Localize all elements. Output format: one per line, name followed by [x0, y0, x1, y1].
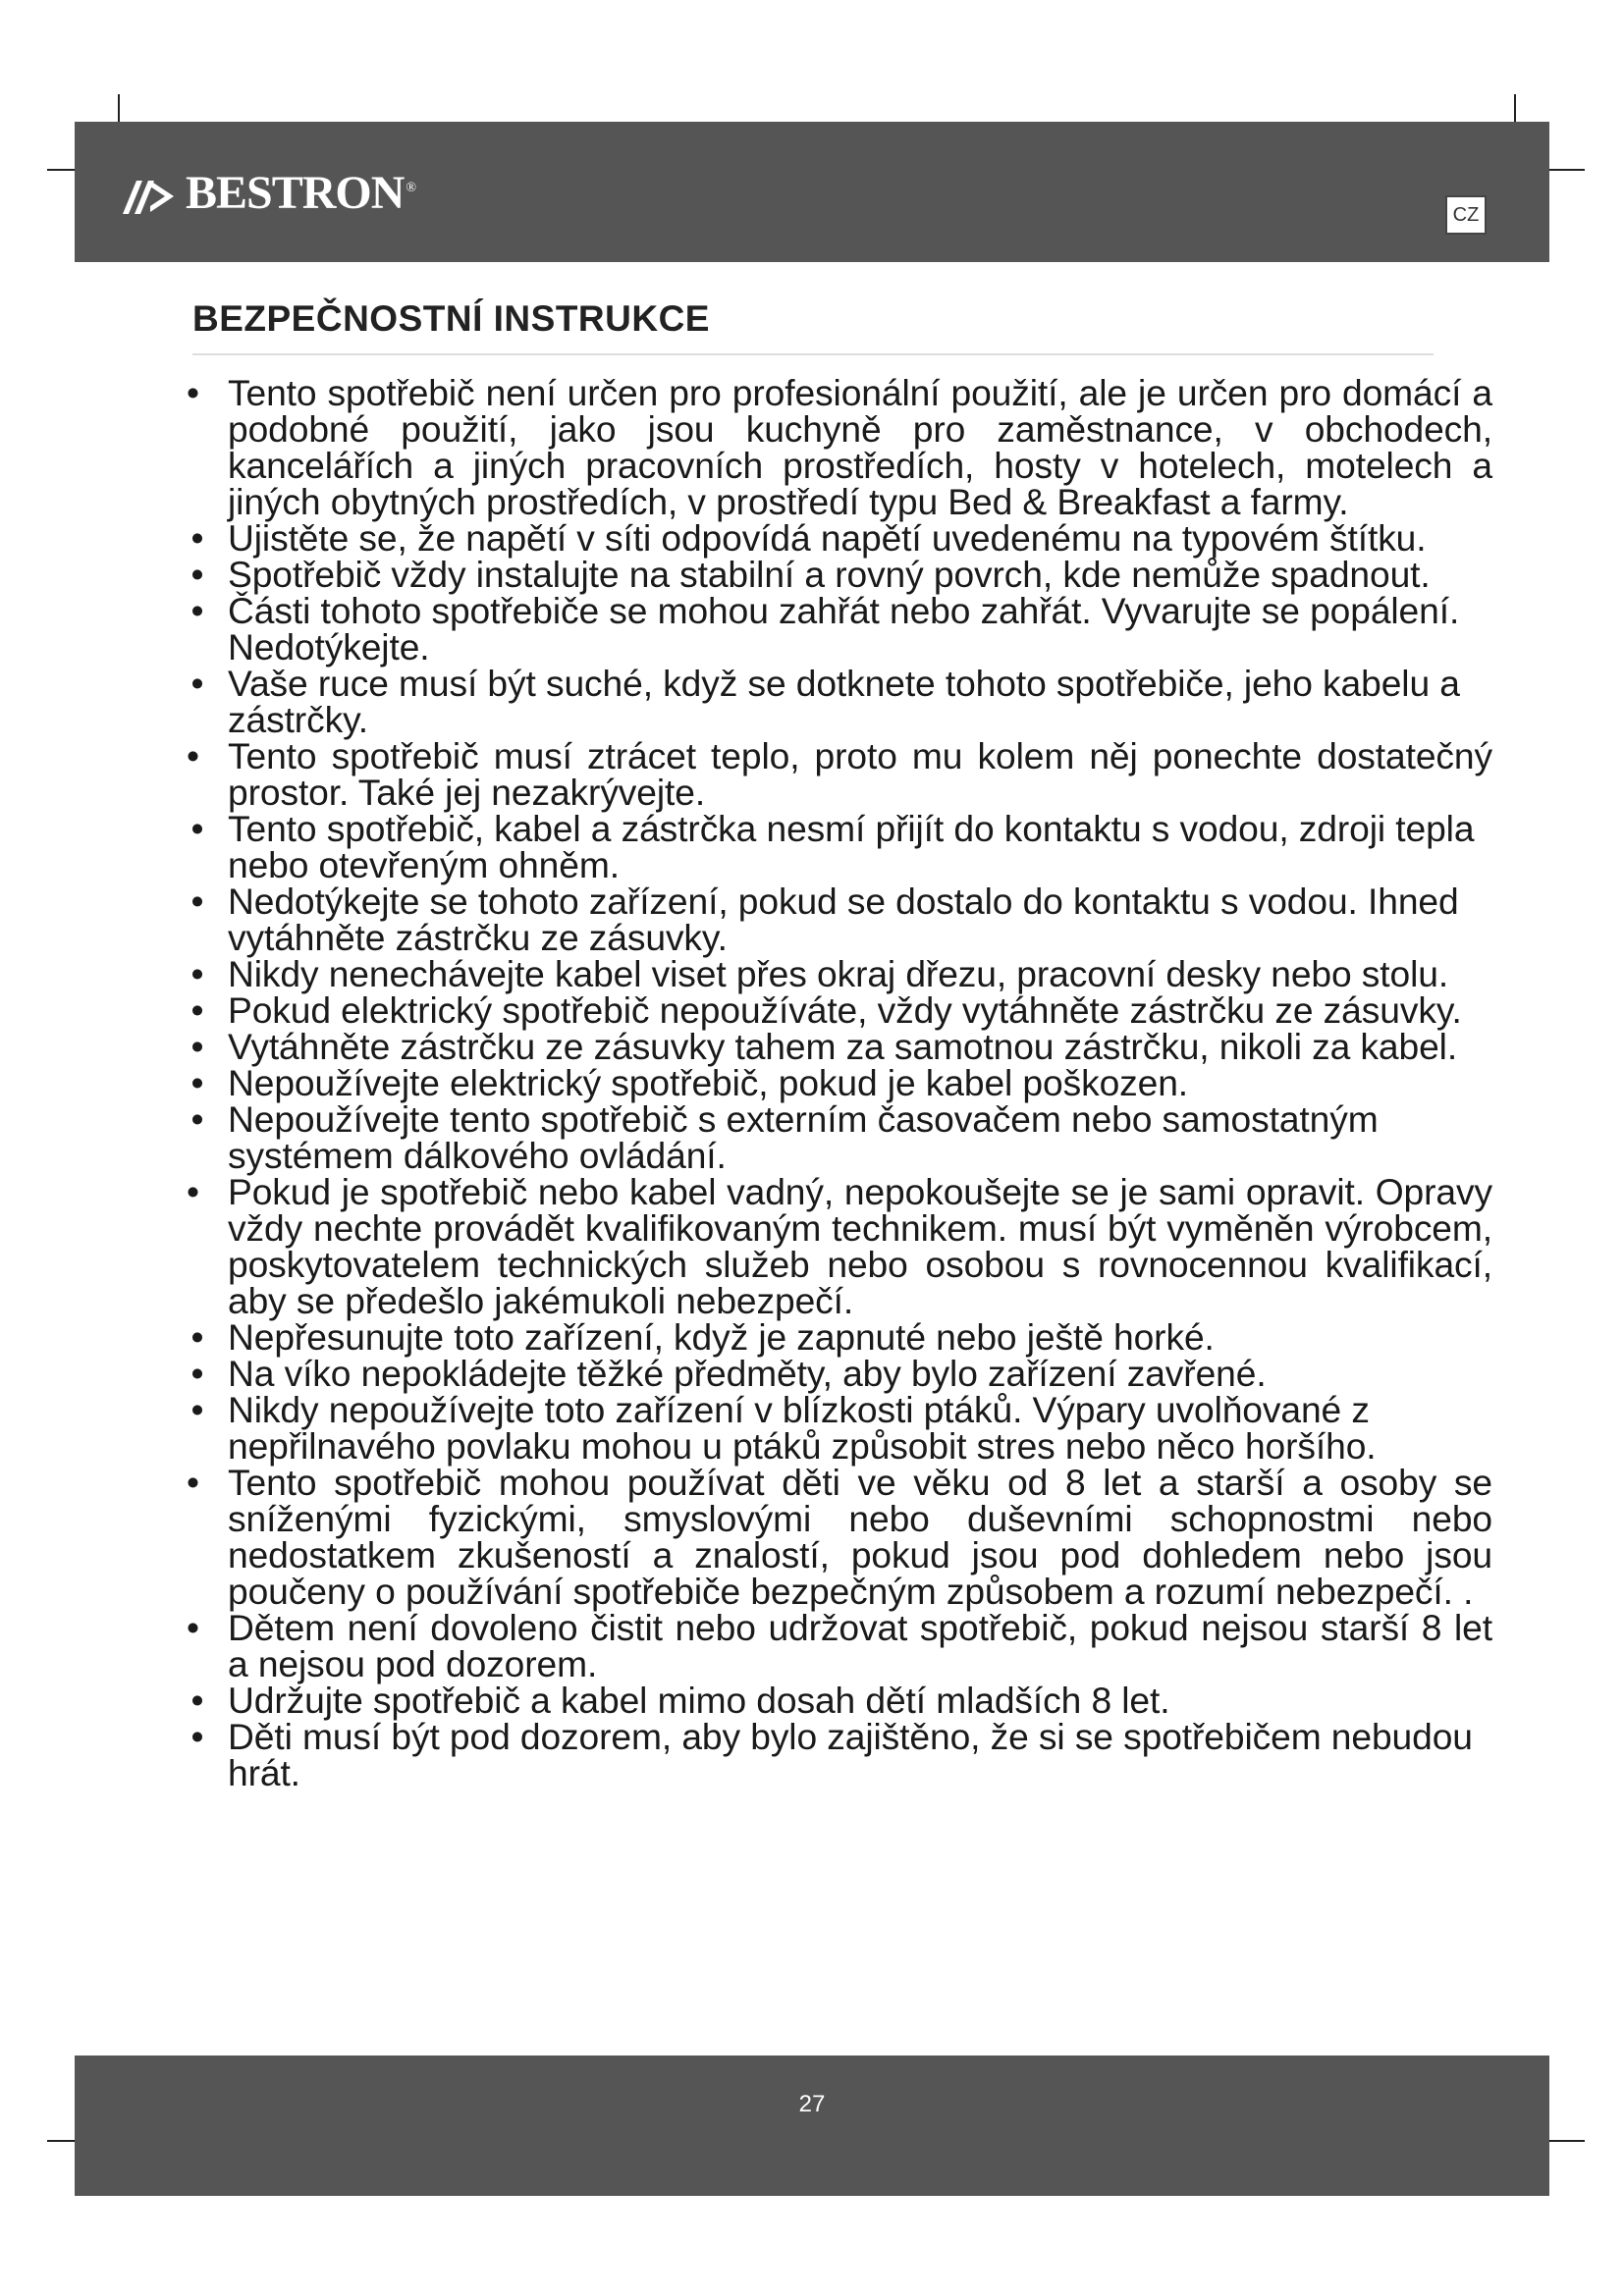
list-item: • Nepřesunujte toto zařízení, když je zapnuté nebo ještě horké.: [190, 1316, 1215, 1358]
list-item: • Spotřebič vždy instalujte na stabilní a rovný povrch, kde nemůže spadnout.: [190, 554, 1431, 595]
list-item: • Pokud elektrický spotřebič nepoužíváte, vždy vytáhněte zástrčku ze zásuvky.: [190, 989, 1462, 1031]
title-divider: [192, 353, 1434, 355]
list-item: • Nikdy nepoužívejte toto zařízení v blízkosti ptáků. Výpary uvolňované z nepřilnavého povlaku mohou u ptáků způsobit stres nebo něco horšího.: [190, 1389, 1377, 1467]
list-item: • Vytáhněte zástrčku ze zásuvky tahem za samotnou zástrčku, nikoli za kabel.: [190, 1026, 1458, 1067]
list-item: • Dětem není dovoleno čistit nebo udržovat spotřebič, pokud nejsou starší 8 let a nejsou pod dozorem.: [187, 1607, 1492, 1684]
page-number: 27: [798, 2091, 826, 2117]
safety-instructions-list: [187, 372, 1492, 1793]
brand-logo: [121, 167, 416, 219]
list-item: • Ujistěte se, že napětí v síti odpovídá napětí uvedenému na typovém štítku.: [190, 517, 1427, 559]
list-item: • Nedotýkejte se tohoto zařízení, pokud se dostalo do kontaktu s vodou. Ihned vytáhněte zástrčku ze zásuvky.: [190, 881, 1459, 958]
list-item: • Tento spotřebič mohou používat děti ve věku od 8 let a starší a osoby se sníženými fyzickými, smyslovými nebo duševními schopnostmi nebo nedostatkem zkušeností a znalostí, pokud jsou pod dohledem nebo jsou poučeny o používání spotřebiče bezpečným způsobem a rozumí nebezpečí. .: [187, 1462, 1492, 1612]
list-item: • Udržujte spotřebič a kabel mimo dosah dětí mladších 8 let.: [190, 1680, 1170, 1721]
brand-chevrons-icon: [121, 175, 178, 216]
list-item: • Děti musí být pod dozorem, aby bylo zajištěno, že si se spotřebičem nebudou hrát.: [190, 1716, 1473, 1793]
footer-bar: [75, 2056, 1549, 2196]
list-item: • Části tohoto spotřebiče se mohou zahřát nebo zahřát. Vyvarujte se popálení. Nedotýkejte.: [190, 590, 1460, 667]
language-badge: CZ: [1445, 195, 1487, 235]
list-item: • Tento spotřebič, kabel a zástrčka nesmí přijít do kontaktu s vodou, zdroji tepla nebo otevřeným ohněm.: [190, 808, 1475, 885]
list-item: • Tento spotřebič není určen pro profesionální použití, ale je určen pro domácí a podobné použití, jako jsou kuchyně pro zaměstnance, v obchodech, kancelářích a jiných pracovních prostředích, hosty v hotelech, motelech a jiných obytných prostředích, v prostředí typu Bed & Breakfast a farmy.: [187, 372, 1492, 522]
list-item: • Pokud je spotřebič nebo kabel vadný, nepokoušejte se je sami opravit. Opravy vždy nechte provádět kvalifikovaným technikem. musí být vyměněn výrobcem, poskytovatelem technických služeb nebo osobou s rovnocennou kvalifikací, aby se předešlo jakémukoli nebezpečí.: [187, 1171, 1492, 1321]
header-bar: [75, 122, 1549, 262]
list-item: • Vaše ruce musí být suché, když se dotknete tohoto spotřebiče, jeho kabelu a zástrčky.: [190, 663, 1460, 740]
list-item: • Tento spotřebič musí ztrácet teplo, proto mu kolem něj ponechte dostatečný prostor. Také jej nezakrývejte.: [187, 735, 1492, 813]
list-item: • Nepoužívejte tento spotřebič s externím časovačem nebo samostatným systémem dálkového ovládání.: [190, 1098, 1379, 1176]
list-item: • Na víko nepokládejte těžké předměty, aby bylo zařízení zavřené.: [190, 1353, 1267, 1394]
list-item: • Nikdy nenechávejte kabel viset přes okraj dřezu, pracovní desky nebo stolu.: [190, 953, 1449, 994]
page-title: BEZPEČNOSTNÍ INSTRUKCE: [192, 298, 710, 339]
brand-name: BESTRON ®: [186, 167, 416, 219]
list-item: • Nepoužívejte elektrický spotřebič, pokud je kabel poškozen.: [190, 1062, 1189, 1103]
